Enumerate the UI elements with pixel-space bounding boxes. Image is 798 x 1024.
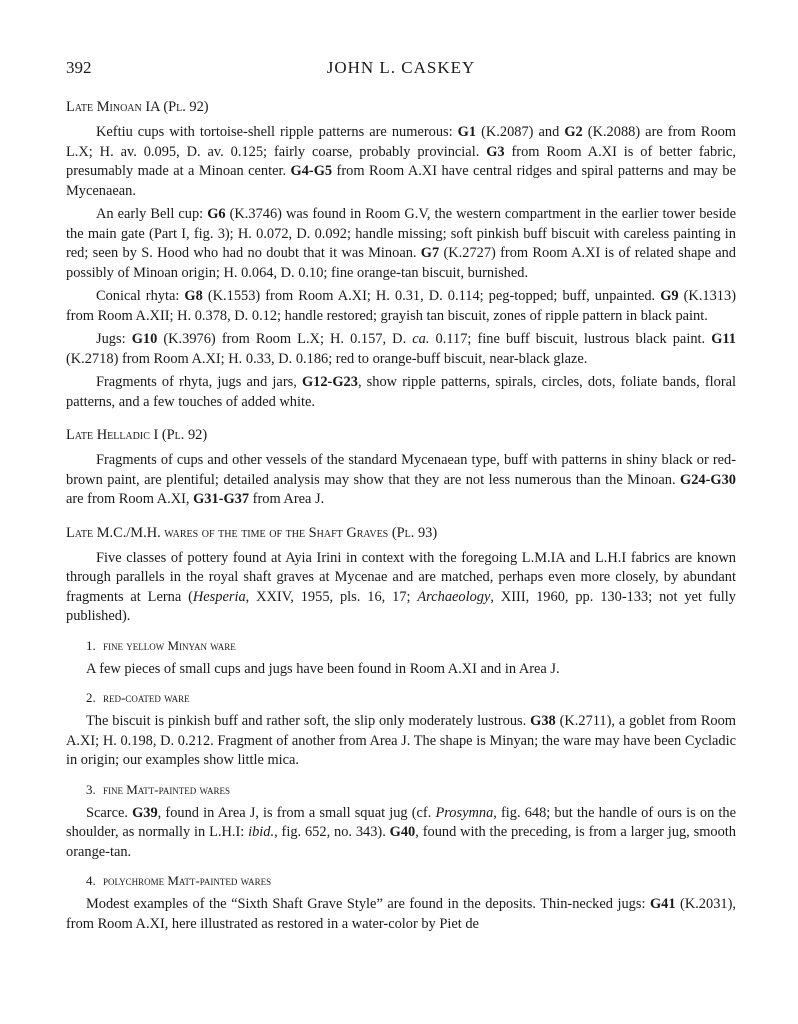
paragraph: Five classes of pottery found at Ayia Irini in context with the foregoing L.M.IA and L.H.I fabrics are known through parallels in the royal shaft graves at Mycenae and are matched, perhaps even more closely, by abundant fragments at Lerna (Hesperia, XXIV, 1955, pls. 16, 17; Archaeology, XIII, 1960, pp. 130-133; not yet fully published). [66,549,736,624]
paragraph: An early Bell cup: G6 (K.3746) was found in Room G.V, the western compartment in the earlier tower beside the main gate (Part I, fig. 3); H. 0.072, D. 0.092; handle missing; soft pinkish buff biscuit with careless painting in red; seen by S. Hood who had no doubt that it was Minoan. G7 (K.2727) from Room A.XI is of related shape and possibly of Minoan origin; H. 0.064, D. 0.10; fine orange-tan biscuit, burnished. [66,206,737,281]
section-heading-shaft-graves: Late M.C./M.H. wares of the time of the Shaft Graves (Pl. 93) [66,524,438,541]
page-number: 392 [66,58,92,77]
paragraph: Keftiu cups with tortoise-shell ripple patterns are numerous: G1 (K.2087) and G2 (K.2088) are from Room L.X; H. av. 0.095, D. av. 0.125; fairly coarse, probably provincial. G3 from Room A.XI is of better fabric, presumably made at a Minoan center. G4-G5 from Room A.XI have central ridges and spiral patterns and may be Mycenaean. [66,124,736,199]
subsection-heading: 4. polychrome Matt-painted wares [86,873,272,888]
paragraph: Jugs: G10 (K.3976) from Room L.X; H. 0.157, D. ca. 0.117; fine buff biscuit, lustrous black paint. G11 (K.2718) from Room A.XI; H. 0.33, D. 0.186; red to orange-buff biscuit, near-black glaze. [66,331,736,367]
subsection-heading: 3. fine Matt-painted wares [86,781,231,797]
paragraph: Fragments of rhyta, jugs and jars, G12-G23, show ripple patterns, spirals, circles, dots, foliate bands, floral patterns, and a few touches of added white. [66,374,736,410]
subsection-paragraph: A few pieces of small cups and jugs have been found in Room A.XI and in Area J. [86,660,560,677]
subsection-heading: 2. red-coated ware [86,690,190,705]
running-head-author: JOHN L. CASKEY [326,58,476,77]
subsection-paragraph: Modest examples of the “Sixth Shaft Grave Style” are found in the deposits. Thin-necked jugs: G41 (K.2031), from Room A.XI, here illustrated as restored in a water-color by Piet de [66,896,736,932]
section-heading-late-minoan: Late Minoan IA (Pl. 92) [66,99,209,115]
paragraph: Conical rhyta: G8 (K.1553) from Room A.XI; H. 0.31, D. 0.114; peg-topped; buff, unpainted. G9 (K.1313) from Room A.XII; H. 0.378, D. 0.12; handle restored; grayish tan biscuit, zones of ripple pattern in black paint. [66,288,736,324]
subsection-paragraph: Scarce. G39, found in Area J, is from a small squat jug (cf. Prosymna, fig. 648; but the handle of ours is on the shoulder, as normally in L.H.I: ibid., fig. 652, no. 343). G40, found with the preceding, is from a larger jug, smooth orange-tan. [66,804,736,860]
section-heading-late-helladic: Late Helladic I (Pl. 92) [66,427,208,443]
paragraph: Fragments of cups and other vessels of the standard Mycenaean type, buff with patterns in shiny black or red-brown paint, are plentiful; detailed analysis may show that they are not less numerous than the Minoan. G24-G30 are from Room A.XI, G31-G37 from Area J. [66,452,736,507]
running-header [66,58,736,84]
subsection-heading: 1. fine yellow Minyan ware [86,637,236,653]
page [66,58,736,938]
subsection-paragraph: The biscuit is pinkish buff and rather soft, the slip only moderately lustrous. G38 (K.2711), a goblet from Room A.XI; H. 0.198, D. 0.212. Fragment of another from Area J. The shape is Minyan; the ware may have been Cycladic in origin; our examples show little mica. [66,713,736,768]
